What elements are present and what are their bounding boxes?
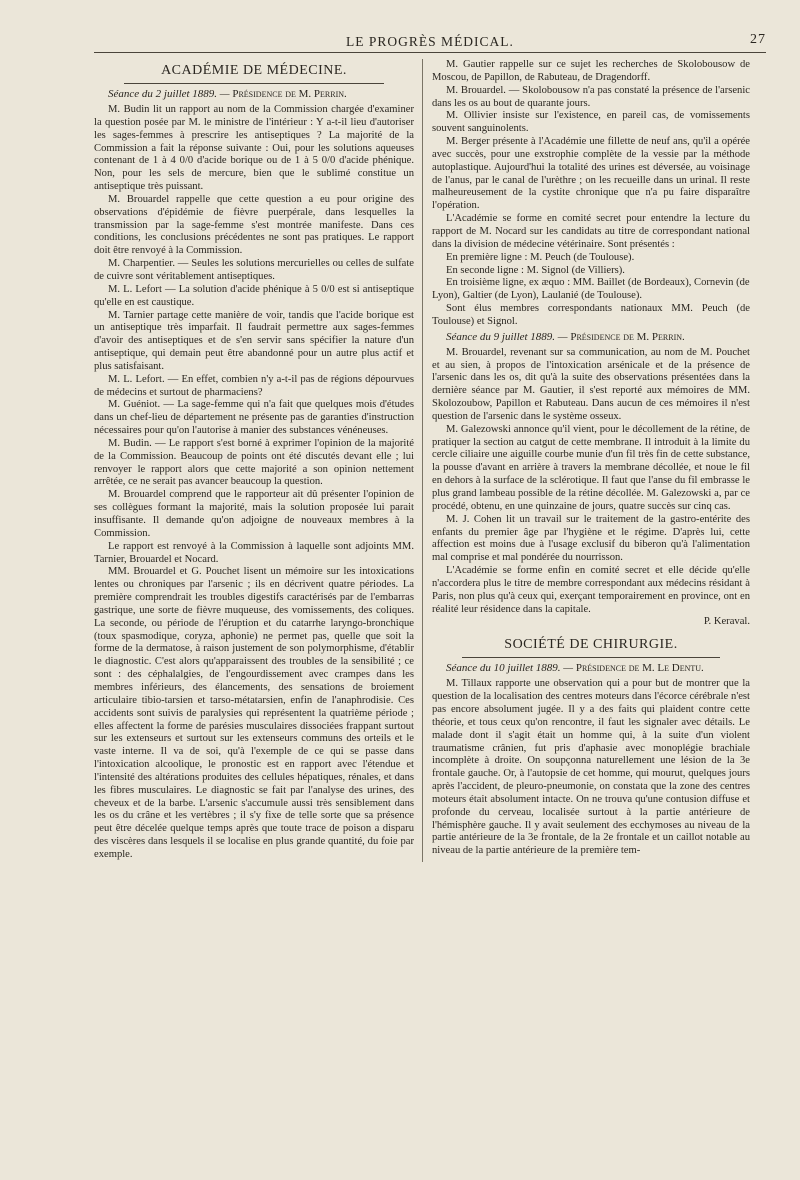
journal-title: LE PROGRÈS MÉDICAL. bbox=[346, 34, 514, 49]
paragraph: M. Tarnier partage cette manière de voir, tandis que l'acide borique est un antiseptique très imparfait. Il faudrait permettre aux sages-femmes d'avoir des antiseptiques et de s'en servir sans spécifier la nature d'un antiseptique, qui demain peut être abandonné pour un autre plus actif et plus satisfaisant. bbox=[94, 309, 414, 372]
paragraph: M. Brouardel. — Skolobousow n'a pas constaté la présence de l'arsenic dans les os au bout de quarante jours. bbox=[432, 84, 750, 109]
title-rule bbox=[462, 657, 720, 658]
paragraph: M. Tillaux rapporte une observation qui a pour but de montrer que la question de la localisation des centres moteurs dans l'écorce cérébrale n'est pas encore absolument jugée. Il y a des faits qui plaident contre cette théorie, et tous ceux qu'on rencontre, il faut les signaler avec détails. Le malade dont il s'agit était un homme qui, à la suite d'un violent traumatisme crânien, fut pris d'aphasie avec monoplégie brachiale incomplète à droite. On soupçonna naturellement une lésion de la 3e frontale gauche. Or, à l'autopsie de cet homme, qui mourut, quelques jours après l'accident, de pleuro-pneumonie, on constata que la zone des centres moteurs était absolument intacte. On ne trouva qu'une contusion diffuse et profonde du cerveau, localisée surtout à la partie antérieure de l'hémisphère gauche. Il y avait seulement des ecchymoses au niveau de la partie antérieure de la 3e frontale, de la 2e frontale et un caillot notable au niveau de la partie antérieure de la première tem- bbox=[432, 678, 750, 857]
paragraph: M. Budin. — Le rapport s'est borné à exprimer l'opinion de la majorité de la Commission. Beaucoup de points ont été discutés devant elle ; lui renvoyer le rapport alors que cette majorité a son opinion nettement arrêtée, ce ne serait pas avancer beaucoup la question. bbox=[94, 437, 414, 488]
two-column-body bbox=[94, 59, 766, 862]
session-date: Séance du 10 juillet 1889. — bbox=[446, 662, 574, 675]
paragraph: M. Budin lit un rapport au nom de la Commission chargée d'examiner la question posée par M. le ministre de l'intérieur : Y a-t-il lieu d'autoriser les sages-femmes à prescrire les antiseptiques ? La majorité de la Commission a fait la réponse suivante : Oui, pour les solutions aqueuses contenant de 1 à 4 0/0 d'acide borique ou de 1 à 5 0/0 d'acide phénique. Non, pour les sels de mercure, bien que le sublimé constitue un antiseptique très puissant. bbox=[94, 104, 414, 193]
candidate-line: En première ligne : M. Peuch (de Toulouse). bbox=[446, 251, 635, 263]
paragraph: M. Brouardel, revenant sur sa communication, au nom de M. Pouchet et au sien, à propos de l'intoxication arsénicale et de la présence de l'arsenic dans les os, dit qu'à la suite des observations présentées dans la dernière séance par M. Gautier, il s'est reporté aux mémoires de MM. Skolozoubow, Papillon et Rabuteau. Dans aucun de ces mémoires il n'est question de l'arsenic dans le système osseux. bbox=[432, 346, 750, 422]
paragraph: M. L. Lefort — La solution d'acide phénique à 5 0/0 est si antiseptique qu'elle en est caustique. bbox=[94, 283, 414, 308]
session-date: Séance du 9 juillet 1889. — bbox=[446, 330, 568, 343]
session-heading-3 bbox=[432, 662, 750, 675]
session-presidence: Présidence de M. Perrin. bbox=[570, 330, 685, 343]
signature: P. Keraval. bbox=[703, 616, 750, 628]
chirurgie-title: SOCIÉTÉ DE CHIRURGIE. bbox=[504, 637, 678, 653]
paragraph: M. Charpentier. — Seules les solutions mercurielles ou celles de sulfate de cuivre sont véritablement antiseptiques. bbox=[94, 258, 414, 282]
left-column bbox=[94, 59, 422, 862]
page-number: 27 bbox=[750, 32, 766, 47]
candidate-line: En troisième ligne, ex æquo : MM. Baillet (de Bordeaux), Cornevin (de Lyon), Galtier (de Lyon), Laulanié (de Toulouse). bbox=[432, 277, 750, 302]
session-heading-1 bbox=[94, 88, 414, 101]
session-presidence: Présidence de M. Perrin. bbox=[232, 88, 347, 100]
paragraph: M. J. Cohen lit un travail sur le traitement de la gastro-entérite des enfants du premier âge par l'hygiène et le régime. D'après lui, cette affection est moins due à l'usage exclusif du biberon qu'à l'alimentation mal comprise et mal pondérée du nourrisson. bbox=[432, 513, 750, 564]
session-presidence: Présidence de M. Le Dentu. bbox=[575, 662, 704, 675]
elected-paragraph: Sont élus membres correspondants nationaux MM. Peuch (de Toulouse) et Signol. bbox=[432, 303, 750, 327]
title-rule bbox=[124, 83, 384, 84]
session-date: Séance du 2 juillet 1889. — bbox=[108, 88, 230, 100]
paragraph: L'Académie se forme enfin en comité secret et elle décide qu'elle n'accordera plus le titre de membre correspondant aux médecins résidant à Paris, non plus qu'à ceux qui, exerçant temporairement en province, ont en réalité leur résidence dans la capitale. bbox=[432, 565, 750, 615]
paragraph: M. Brouardel rappelle que cette question a eu pour origine des observations d'épidémie de fièvre puerpérale, dans lesquelles la transmission par la sage-femme s'est montrée manifeste. Dans ces conditions, les conclusions précédentes ne sont pas pratiques. Le rapport doit être renvoyé à la Commission. bbox=[94, 193, 414, 257]
paragraph: M. Guéniot. — La sage-femme qui n'a fait que quelques mois d'études dans un chef-lieu de département ne présente pas de garanties d'instruction nécessaires pour qu'on l'autorise à manier des substances vénéneuses. bbox=[94, 399, 414, 437]
paragraph: MM. Brouardel et G. Pouchet lisent un mémoire sur les intoxications lentes ou chroniques par l'arsenic ; ils en décrivent quatre périodes. La première comprendrait les troubles digestifs caractérisés par de l'embarras gastrique, une sorte de fièvre muqueuse, des vomissements, des coliques. La seconde, ou période de l'éruption et du catarrhe laryngo-bronchique (toux spasmodique, coryza, aphonie) ne permet pas, quelle que soit la forme de la dermatose, à raison justement de son polymorphisme, d'établir le diagnostic. C'est alors qu'apparaissent des troubles de la sensibilité ; ce sont : des céphalalgies, de l'engourdissement avec crampes dans les membres inférieurs, des élancements, des sensations de broiement articulaire tibio-tarsien et tarso-métatarsien, enfin de l'anaphrodisie. Ces accidents sont suivis de paralysies qui représentent la quatrième période ; elles affectent la forme de parésies musculaires dissociées frappant surtout sur les extenseurs et surtout sur les extenseurs communs des orteils et le vaste interne. Il va de soi, qu'à l'exemple de ce qui se passe dans l'intoxication alcoolique, le pronostic est en rapport avec l'étendue et l'intensité des altérations produites des cellules hépatiques, rénales, et dans les fibres musculaires. Le diagnostic se fait par l'analyse des urines, des cheveux et de la barbe. L'arsenic s'accumule aussi très sensiblement dans les os du crâne et les vertèbres ; il s'y fixe de telle sorte que sa présence peut être décelée quelque temps après que toute trace de poison a disparu des viscères dans lesquels il se localise en plus grande quantité, du foie par exemple. bbox=[94, 566, 414, 860]
right-column bbox=[422, 59, 750, 862]
candidate-line: En seconde ligne : M. Signol (de Villiers). bbox=[446, 264, 625, 276]
academie-title: ACADÉMIE DE MÉDECINE. bbox=[161, 63, 347, 78]
paragraph: Le rapport est renvoyé à la Commission à laquelle sont adjoints MM. Tarnier, Brouardel et Nocard. bbox=[94, 540, 414, 565]
paragraph: M. Brouardel comprend que le rapporteur ait dû présenter l'opinion de ses collègues formant la majorité, mais la solution proposée lui parait insuffisante. Il demande qu'on adjoigne de nouveaux membres à la Commission. bbox=[94, 489, 414, 539]
session-heading-2 bbox=[432, 331, 750, 344]
paragraph: L'Académie se forme en comité secret pour entendre la lecture du rapport de M. Nocard sur les candidats au titre de correspondant national dans la division de médecine vétérinaire. Sont présentés : bbox=[432, 213, 750, 250]
paragraph: M. Galezowski annonce qu'il vient, pour le décollement de la rétine, de pratiquer la section au catgut de cette membrane. Il introduit à la limite du cercle ciliaire une aiguille courbe munie d'un fil très fin de cette substance, la pousse d'avant en arrière à travers la membrane décollée, et noue le fil en dehors à la surface de la sclérotique. Il faut que l'anse du fil embrasse le plus grand lambeau possible de la rétine décollée. M. Galezowski a, par ce procédé, obtenu, en une quinzaine de jours, quatre succès sur cinq cas. bbox=[432, 423, 750, 512]
paragraph: M. Ollivier insiste sur l'existence, en pareil cas, de vomissements souvent sanguinolents. bbox=[432, 110, 750, 135]
paragraph: M. Gautier rappelle sur ce sujet les recherches de Skolobousow de Moscou, de Papillon, de Rabuteau, de Dragendorff. bbox=[432, 59, 750, 83]
paragraph: M. L. Lefort. — En effet, combien n'y a-t-il pas de régions dépourvues de médecins et surtout de pharmaciens? bbox=[94, 373, 414, 398]
paragraph: M. Berger présente à l'Académie une fillette de neuf ans, qu'il a opérée avec succès, pour une exstrophie complète de la vessie par la méthode autoplastique. Aujourd'hui la totalité des urines est déversée, au voisinage de l'anus, par le canal de l'urèthre ; on les recueille dans un urinal. Il reste malheureusement de la cystite chronique que n'a pu faire disparaître l'opération. bbox=[432, 136, 750, 212]
running-head bbox=[94, 30, 766, 53]
